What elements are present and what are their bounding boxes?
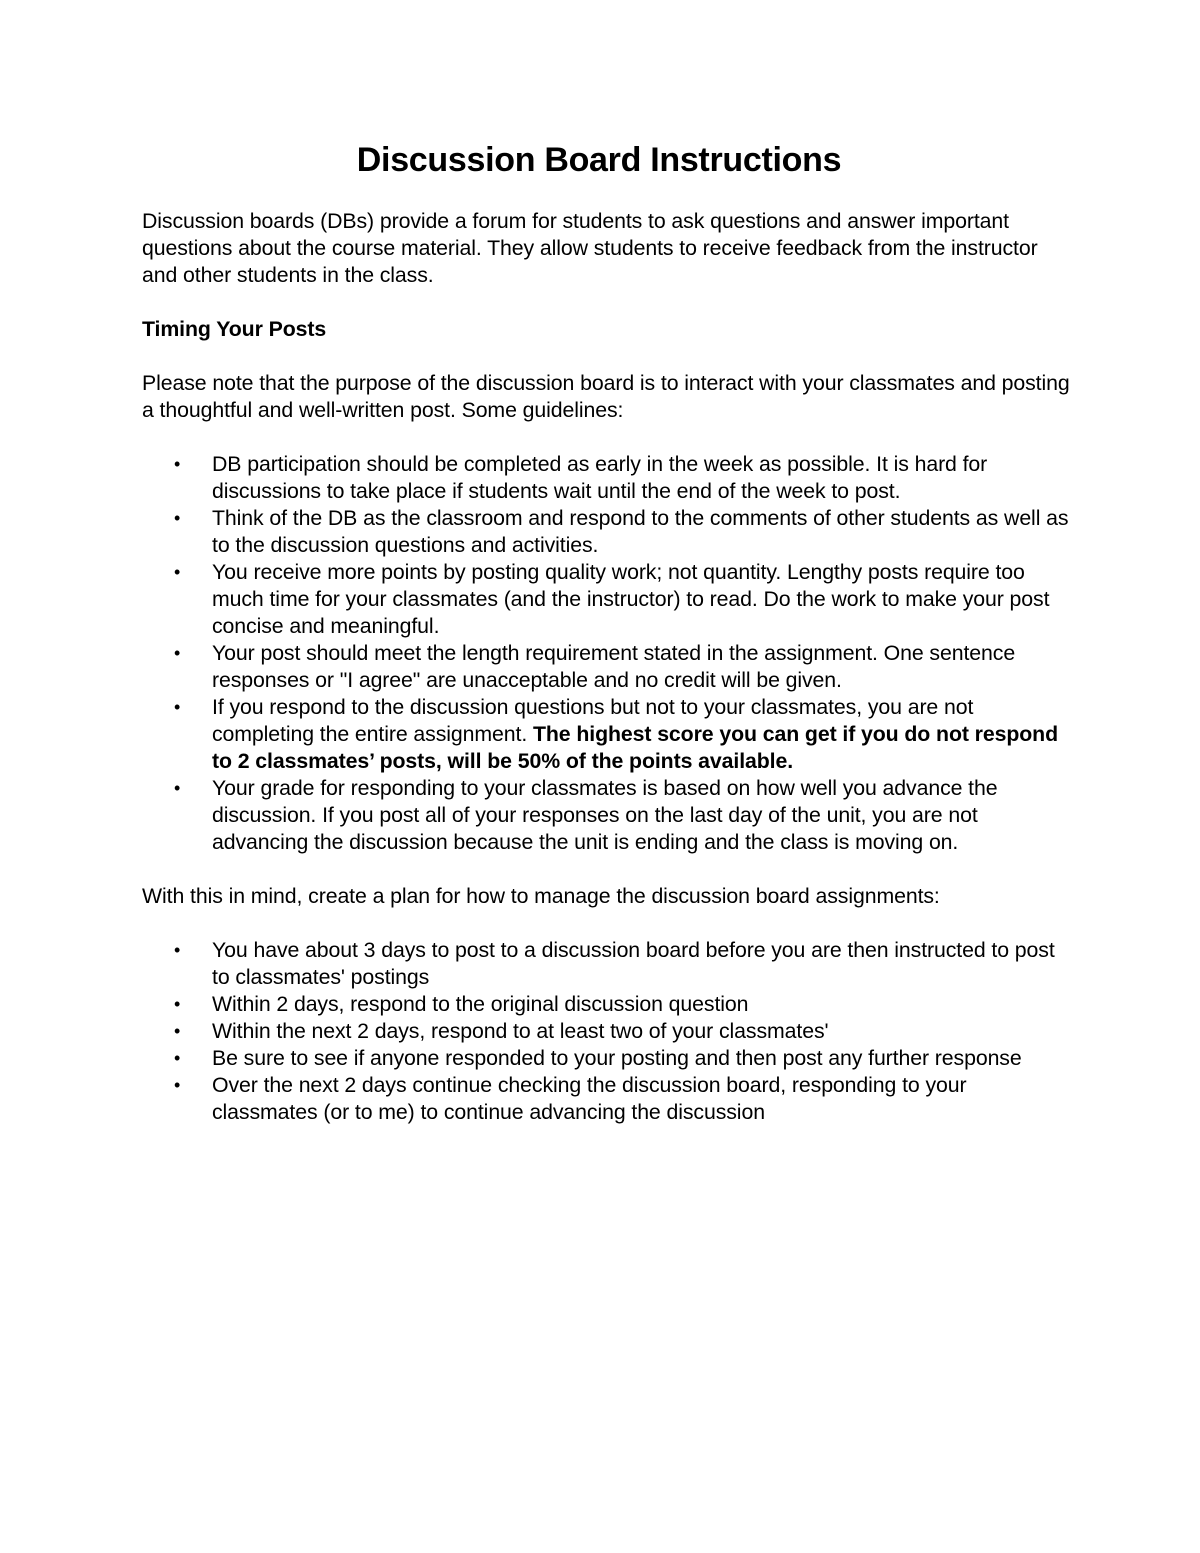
list-item — [142, 775, 1070, 856]
list-item-text: Over the next 2 days continue checking the discussion board, responding to your classmates (or to me) to continue advancing the discussion — [212, 1073, 967, 1124]
list-item-emphasis: The highest score you can get if you do not respond to 2 classmates’ posts, will be 50% of the points available. — [212, 722, 1058, 773]
list-item — [142, 1072, 1070, 1126]
list-item-text: Within the next 2 days, respond to at least two of your classmates' — [212, 1019, 829, 1043]
list-item-text: Your grade for responding to your classmates is based on how well you advance the discussion. If you post all of your responses on the last day of the unit, you are not advancing the discussion because the unit is ending and the class is moving on. — [212, 776, 998, 854]
list-item — [142, 559, 1070, 640]
intro-paragraph: Discussion boards (DBs) provide a forum for students to ask questions and answer important questions about the course material. They allow students to receive feedback from the instructor and other students in the class. — [142, 209, 1038, 287]
list-item — [142, 991, 1070, 1018]
list-item-text: If you respond to the discussion questions but not to your classmates, you are not completing the entire assignment. — [212, 695, 974, 746]
list-item-text: Be sure to see if anyone responded to your posting and then post any further response — [212, 1046, 1022, 1070]
list-item — [142, 640, 1070, 694]
list-item-text: Within 2 days, respond to the original discussion question — [212, 992, 749, 1016]
bullet-icon: • — [174, 697, 181, 717]
bullet-icon: • — [174, 508, 181, 528]
bullet-icon: • — [174, 1021, 181, 1041]
bullet-icon: • — [174, 940, 181, 960]
timing-heading: Timing Your Posts — [142, 317, 327, 341]
list-item-text: You receive more points by posting quality work; not quantity. Lengthy posts require too much time for your classmates (and the instructor) to read. Do the work to make your post concise and meaningful. — [212, 560, 1050, 638]
list-item — [142, 1018, 1070, 1045]
list-item — [142, 1045, 1070, 1072]
plan-intro-paragraph: With this in mind, create a plan for how to manage the discussion board assignments: — [142, 884, 940, 908]
bullet-icon: • — [174, 1075, 181, 1095]
list-item — [142, 937, 1070, 991]
list-item-text: Think of the DB as the classroom and respond to the comments of other students as well as to the discussion questions and activities. — [212, 506, 1069, 557]
list-item-text: You have about 3 days to post to a discussion board before you are then instructed to post to classmates' postings — [212, 938, 1055, 989]
list-item — [142, 694, 1070, 775]
list-item — [142, 505, 1070, 559]
bullet-icon: • — [174, 562, 181, 582]
bullet-icon: • — [174, 994, 181, 1014]
bullet-icon: • — [174, 643, 181, 663]
bullet-icon: • — [174, 778, 181, 798]
bullet-icon: • — [174, 1048, 181, 1068]
plan-list — [142, 937, 1070, 1126]
document-page — [142, 138, 1070, 1126]
list-item — [142, 451, 1070, 505]
page-title: Discussion Board Instructions — [356, 141, 842, 179]
guidelines-list — [142, 451, 1070, 856]
list-item-text: Your post should meet the length requirement stated in the assignment. One sentence responses or "I agree" are unacceptable and no credit will be given. — [212, 641, 1016, 692]
bullet-icon: • — [174, 454, 181, 474]
list-item-text: DB participation should be completed as early in the week as possible. It is hard for discussions to take place if students wait until the end of the week to post. — [212, 452, 988, 503]
purpose-paragraph: Please note that the purpose of the discussion board is to interact with your classmates and posting a thoughtful and well-written post. Some guidelines: — [142, 371, 1070, 422]
